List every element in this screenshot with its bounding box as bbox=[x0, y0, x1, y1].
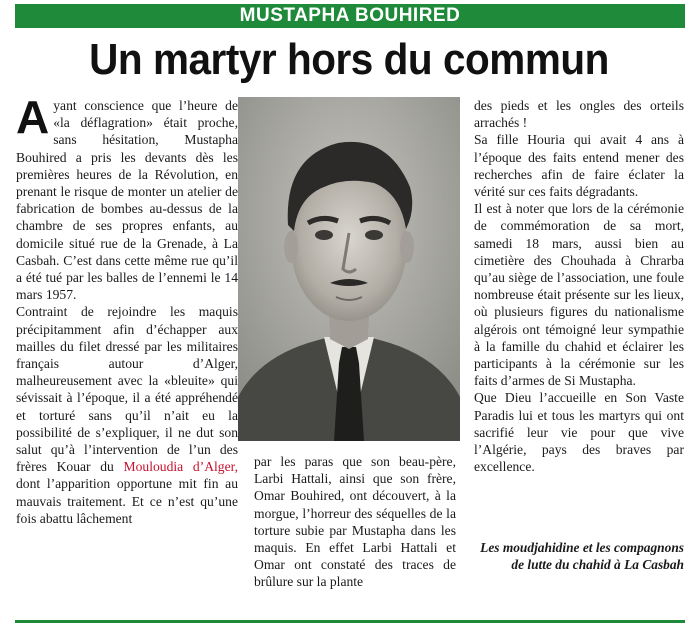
banner-title: MUSTAPHA BOUHIRED bbox=[239, 5, 461, 26]
article-headline: Un martyr hors du commun bbox=[89, 35, 609, 84]
paragraph: des pieds et les ongles des orteils arrachés ! bbox=[474, 98, 684, 131]
paragraph: par les paras que son beau-père, Larbi Hattali, ainsi que son frère, Omar Bouhired, ont découvert, à la morgue, l’horreur des séquelles de la torture subie par Mustapha dans les maquis. En effet Larbi Hattali et Omar ont constaté des traces de brûlure sur la plante bbox=[254, 454, 456, 590]
portrait-photo bbox=[238, 97, 460, 441]
paragraph: Il est à noter que lors de la cérémonie de commémoration de sa mort, samedi 18 mars, aussi bien au cimetière des Chouhada à Chrarba qu’au siège de l’association, une foule nombreuse était présente sur les lieux, où plusieurs figures du nationalisme algérois ont témoigné leur sympathie à la famille du chahid et éclairer les participants à la cérémonie sur les faits d’armes de Si Mustapha. bbox=[474, 201, 684, 389]
paragraph bbox=[16, 303, 238, 527]
bottom-divider bbox=[15, 620, 685, 623]
article-signature: Les moudjahidine et les compagnons de lutte du chahid à La Casbah bbox=[480, 540, 684, 573]
article-column-2 bbox=[254, 453, 456, 591]
article-column-1 bbox=[16, 91, 238, 527]
article-column-3 bbox=[474, 97, 684, 475]
club-name-highlight: Mouloudia d’Alger, bbox=[123, 459, 238, 475]
paragraph: Sa fille Houria qui avait 4 ans à l’époque des faits entend mener des recherches afin de faire éclater la vérité sur ces faits dégradants. bbox=[474, 132, 684, 200]
paragraph bbox=[16, 91, 238, 303]
paragraph-text: dont l’apparition opportune mit fin au mauvais traitement. Et ce n’est qu’une fois abattu lâchement bbox=[16, 476, 238, 526]
portrait-illustration bbox=[238, 97, 460, 441]
drop-cap: A bbox=[16, 91, 50, 143]
paragraph: Que Dieu l’accueille en Son Vaste Paradis lui et tous les martyrs qui ont sacrifié leur vie pour que vive l’Algérie, pays des braves par excellence. bbox=[474, 390, 684, 475]
paragraph-text: yant conscience que l’heure de «la déflagration» était proche, sans hésitation, Mustapha Bouhired a pris les devants dès les premières heures de la Révolution, en prenant le risque de monter un atelier de fabrication de bombes au-dessus de la chambre de ses propres enfants, au domicile situé rue de la Grenade, à La Casbah. C’est dans cette même rue qu’il a été tué par les balles de l’ennemi le 14 mars 1957. bbox=[16, 98, 238, 303]
paragraph-text: Contraint de rejoindre les maquis précipitamment afin d’échapper aux mailles du filet dressé par les militaires français autour d’Alger, malheureusement avec la «bleuite» qui sévissait à l’époque, il a été appréhendé et torturé sans qu’il n’ait eu la possibilité de s’expliquer, il ne dut son salut qu’à l’intervention de l’un des frères Kouar du bbox=[16, 304, 238, 475]
section-banner bbox=[15, 4, 685, 28]
